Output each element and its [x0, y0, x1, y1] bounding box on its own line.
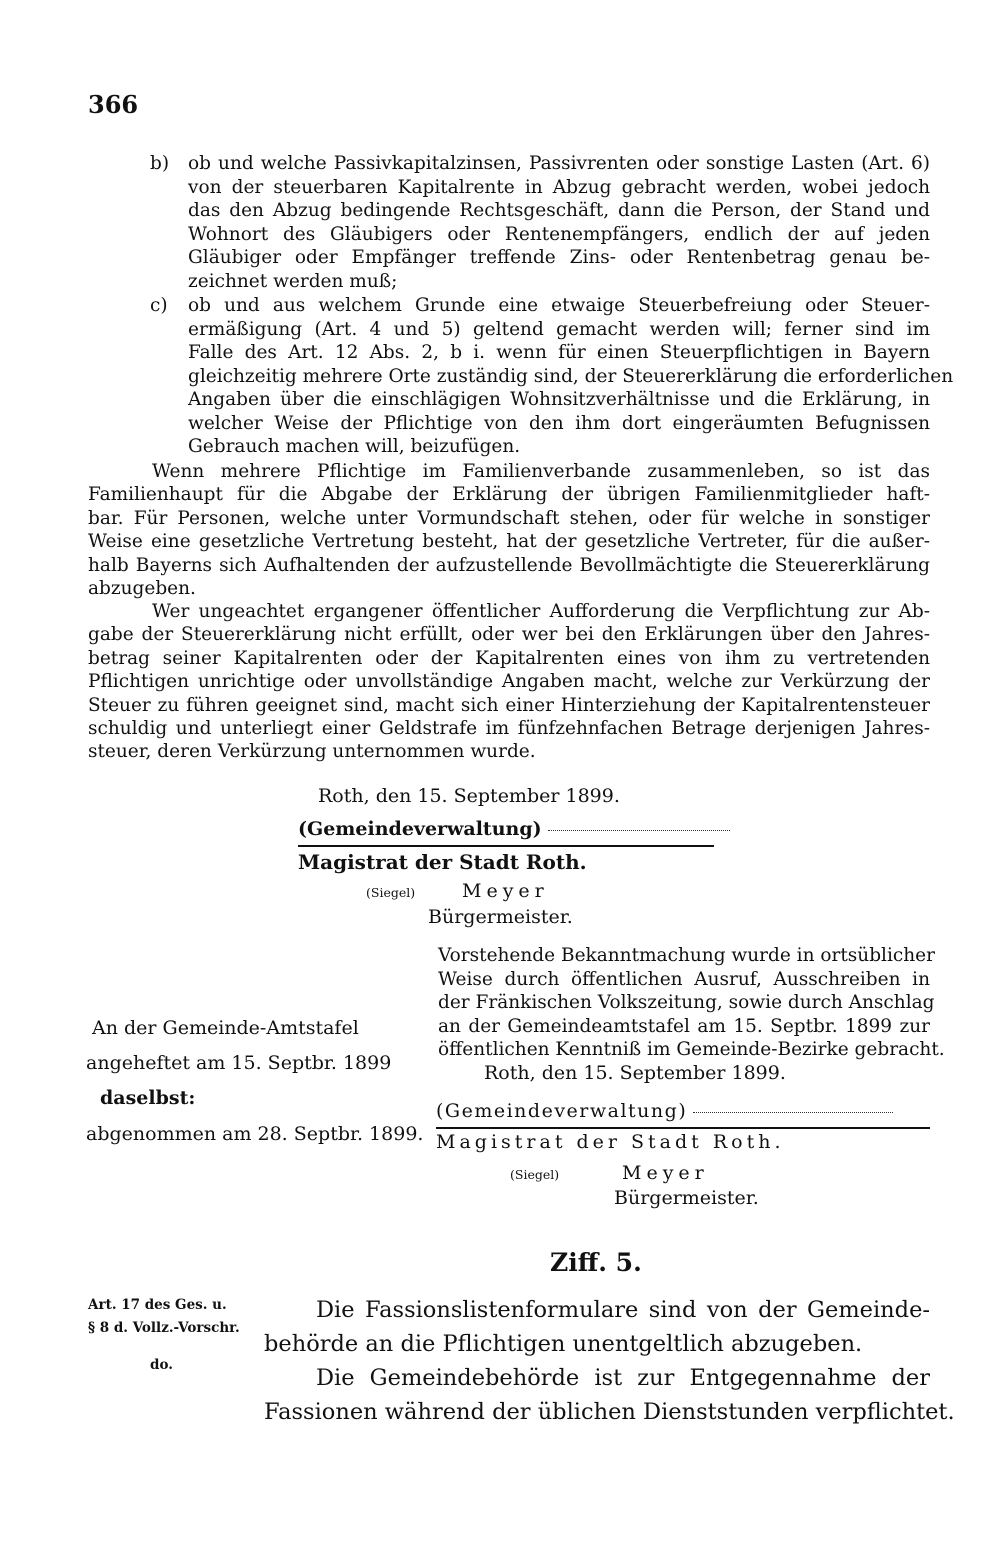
text-line: bar. Für Personen, welche unter Vormundschaft stehen, oder für welche in sonstiger — [88, 507, 930, 529]
text-line: Vorstehende Bekanntmachung wurde in ortsüblicher — [438, 945, 935, 966]
text-line: halb Bayerns sich Aufhaltenden der aufzustellende Bevollmächtigte die Steuererklärung — [88, 554, 930, 576]
authority-name: Magistrat der Stadt Roth. — [436, 1131, 785, 1153]
dotted-leader — [693, 1112, 893, 1113]
text-line: Familienhaupt für die Abgabe der Erklärung der übrigen Familienmitglieder haft- — [88, 484, 930, 506]
text-line: Gebrauch machen will, beizufügen. — [188, 436, 521, 457]
text-line: Weise durch öffentlichen Ausruf, Ausschreiben in — [438, 968, 930, 990]
text-line: betrag seiner Kapitalrenten oder der Kapitalrenten eines von ihm zu vertretenden — [88, 647, 930, 669]
margin-note-line: § 8 d. Vollz.-Vorschr. — [88, 1320, 240, 1336]
signature-place-date: Roth, den 15. September 1899. — [318, 785, 620, 807]
signer-title: Bürgermeister. — [428, 906, 573, 928]
signer-name: Meyer — [622, 1162, 709, 1184]
list-item-b — [150, 152, 930, 293]
dotted-leader — [548, 830, 730, 831]
text-line: Angaben über die einschlägigen Wohnsitzverhältnisse und die Erklärung, in — [188, 389, 930, 410]
paragraph-family — [88, 460, 930, 600]
text-line: gabe der Steuererklärung nicht erfüllt, oder wer bei den Erklärungen über den Jahres- — [88, 624, 930, 646]
signature-place-date: Roth, den 15. September 1899. — [484, 1062, 786, 1084]
authority-parenthetical — [298, 818, 730, 840]
list-item-label: b) — [150, 153, 170, 174]
margin-note-line: do. — [150, 1357, 173, 1373]
text-line: Wohnort des Gläubigers oder Rentenempfängers, endlich der auf jeden — [188, 223, 930, 245]
text-line: ermäßigung (Art. 4 und 5) geltend gemacht werden will; ferner sind im — [188, 318, 930, 340]
posting-note-line: abgenommen am 28. Septbr. 1899. — [86, 1123, 424, 1145]
posting-note-line: angeheftet am 15. Septbr. 1899 — [86, 1052, 392, 1074]
posting-note-line: An der Gemeinde-Amtstafel — [92, 1017, 359, 1039]
text-line: der Fränkischen Volkszeitung, sowie durch Anschlag — [438, 992, 935, 1013]
text-line: Falle des Art. 12 Abs. 2, b i. wenn für einen Steuerpflichtigen in Bayern — [188, 342, 930, 363]
list-item-label: c) — [150, 295, 168, 316]
text-line: ob und aus welchem Grunde eine etwaige Steuerbefreiung oder Steuer- — [188, 295, 930, 316]
text-line: Die Fassionslistenformulare sind von der Gemeinde- — [316, 1297, 930, 1323]
divider-rule — [436, 1127, 930, 1129]
text-line: an der Gemeindeamtstafel am 15. Septbr. 1899 zur — [438, 1015, 930, 1037]
text-line: von der steuerbaren Kapitalrente in Abzug gebracht werden, wobei jedoch — [188, 176, 930, 198]
signer-title: Bürgermeister. — [614, 1187, 759, 1209]
authority-name: Magistrat der Stadt Roth. — [298, 850, 587, 874]
text-line: Weise eine gesetzliche Vertretung besteht, hat der gesetzliche Vertreter, für die außer- — [88, 531, 930, 553]
margin-note-line: Art. 17 des Ges. u. — [88, 1297, 227, 1313]
text-line: schuldig und unterliegt einer Geldstrafe im fünfzehnfachen Betrage derjenigen Jahres- — [88, 718, 930, 740]
signer-name: Meyer — [462, 880, 549, 902]
posting-note-line: daselbst: — [100, 1087, 196, 1109]
text-line: ob und welche Passivkapitalzinsen, Passivrenten oder sonstige Lasten (Art. 6) — [188, 153, 930, 174]
authority-paren-text: (Gemeindeverwaltung) — [298, 818, 542, 840]
seal-label: (Siegel) — [510, 1167, 560, 1182]
text-line: Steuer zu führen geeignet sind, macht sich einer Hinterziehung der Kapitalrentensteuer — [88, 694, 930, 716]
text-line: welcher Weise der Pflichtige von den ihm dort eingeräumten Befugnissen — [188, 412, 930, 434]
text-line: öffentlichen Kenntniß im Gemeinde-Bezirke gebracht. — [438, 1039, 945, 1060]
text-line: zeichnet werden muß; — [188, 270, 398, 292]
text-line: Die Gemeindebehörde ist zur Entgegennahme der — [316, 1365, 930, 1391]
text-line: Wenn mehrere Pflichtige im Familienverbande zusammenleben, so ist das — [152, 461, 930, 482]
text-line: gleichzeitig mehrere Orte zuständig sind, der Steuererklärung die erforderlichen — [188, 365, 954, 387]
text-line: das den Abzug bedingende Rechtsgeschäft, dann die Person, der Stand und — [188, 200, 930, 221]
text-line: Fassionen während der üblichen Dienststunden verpflichtet. — [264, 1399, 955, 1425]
final-text — [264, 1293, 955, 1429]
seal-label: (Siegel) — [366, 885, 416, 900]
text-line: Gläubiger oder Empfänger treffende Zins- oder Rentenbetrag genau be- — [188, 247, 930, 268]
list-item-c — [150, 294, 954, 459]
divider-rule — [298, 845, 714, 847]
proclamation-block — [438, 944, 945, 1062]
authority-parenthetical — [436, 1100, 893, 1122]
section-heading: Ziff. 5. — [550, 1248, 642, 1277]
authority-paren-text: (Gemeindeverwaltung) — [436, 1100, 688, 1122]
text-line: abzugeben. — [88, 578, 196, 600]
paragraph-penalty — [88, 600, 930, 764]
text-line: Wer ungeachtet ergangener öffentlicher Aufforderung die Verpflichtung zur Ab- — [152, 601, 930, 622]
text-line: steuer, deren Verkürzung unternommen wurde. — [88, 741, 536, 763]
text-line: Pflichtigen unrichtige oder unvollständige Angaben macht, welche zur Verkürzung der — [88, 671, 930, 693]
text-line: behörde an die Pflichtigen unentgeltlich abzugeben. — [264, 1331, 863, 1357]
page-number: 366 — [88, 90, 139, 119]
